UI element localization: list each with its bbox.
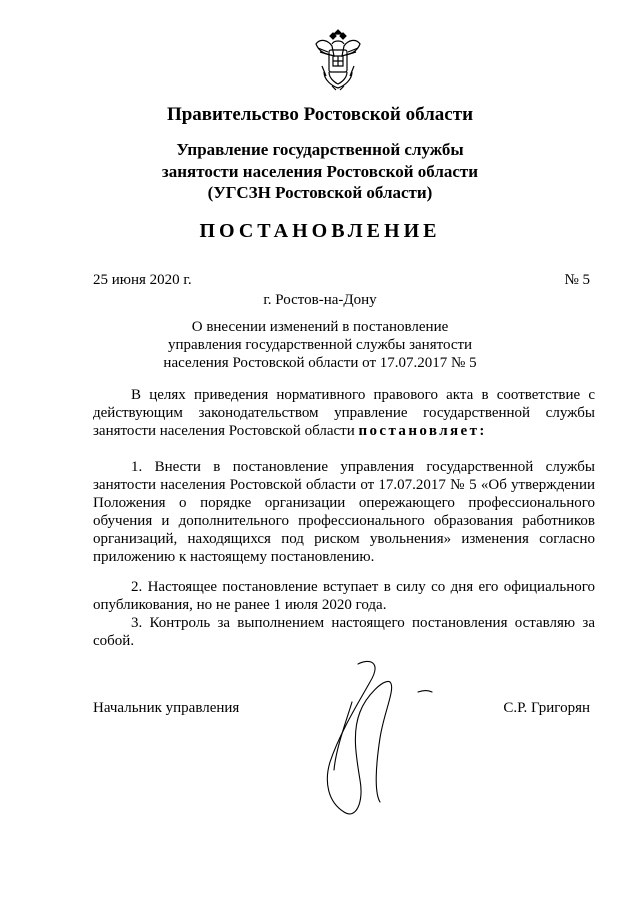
document-city: г. Ростов-на-Дону	[263, 292, 377, 308]
department-name	[0, 139, 640, 204]
subject-line: населения Ростовской области от 17.07.2017 № 5	[163, 355, 477, 371]
organization-title: Правительство Ростовской области	[166, 104, 474, 125]
document-subject	[0, 318, 640, 372]
subject-line: управления государственной службы занятости	[167, 337, 473, 353]
clause-text: 1. Внести в постановление управления государственной службы занятости населения Ростовской области от 17.07.2017 № 5 «Об утверждении Положения о порядке организации опережающего профессионального обучения и дополнительного профессионального образования работников организаций, находящихся под риском увольнения» изменения согласно приложению к настоящему постановлению.	[93, 459, 595, 565]
document-number: № 5	[564, 272, 590, 288]
clause-1	[93, 458, 595, 566]
document-type: ПОСТАНОВЛЕНИЕ	[199, 220, 441, 242]
coat-of-arms-icon	[312, 26, 364, 92]
clause-2: 2. Настоящее постановление вступает в силу со дня его официального опубликования, но не ранее 1 июля 2020 года.	[93, 579, 595, 613]
subject-line: О внесении изменений в постановление	[191, 319, 449, 335]
handwritten-signature	[300, 652, 460, 827]
resolution-keyword: постановляет:	[358, 423, 487, 439]
department-line: (УГСЗН Ростовской области)	[207, 183, 433, 202]
clause-3: 3. Контроль за выполнением настоящего постановления оставляю за собой.	[93, 615, 595, 649]
intro-paragraph	[93, 386, 595, 440]
document-date: 25 июня 2020 г.	[93, 272, 192, 288]
signatory-name: С.Р. Григорян	[503, 700, 590, 716]
department-line: Управление государственной службы	[176, 140, 464, 159]
signatory-position: Начальник управления	[93, 700, 240, 716]
intro-text: В целях приведения нормативного правового акта в соответствие с действующим законодательством управление государственной службы занятости населения Ростовской области	[93, 387, 595, 439]
department-line: занятости населения Ростовской области	[161, 161, 479, 181]
